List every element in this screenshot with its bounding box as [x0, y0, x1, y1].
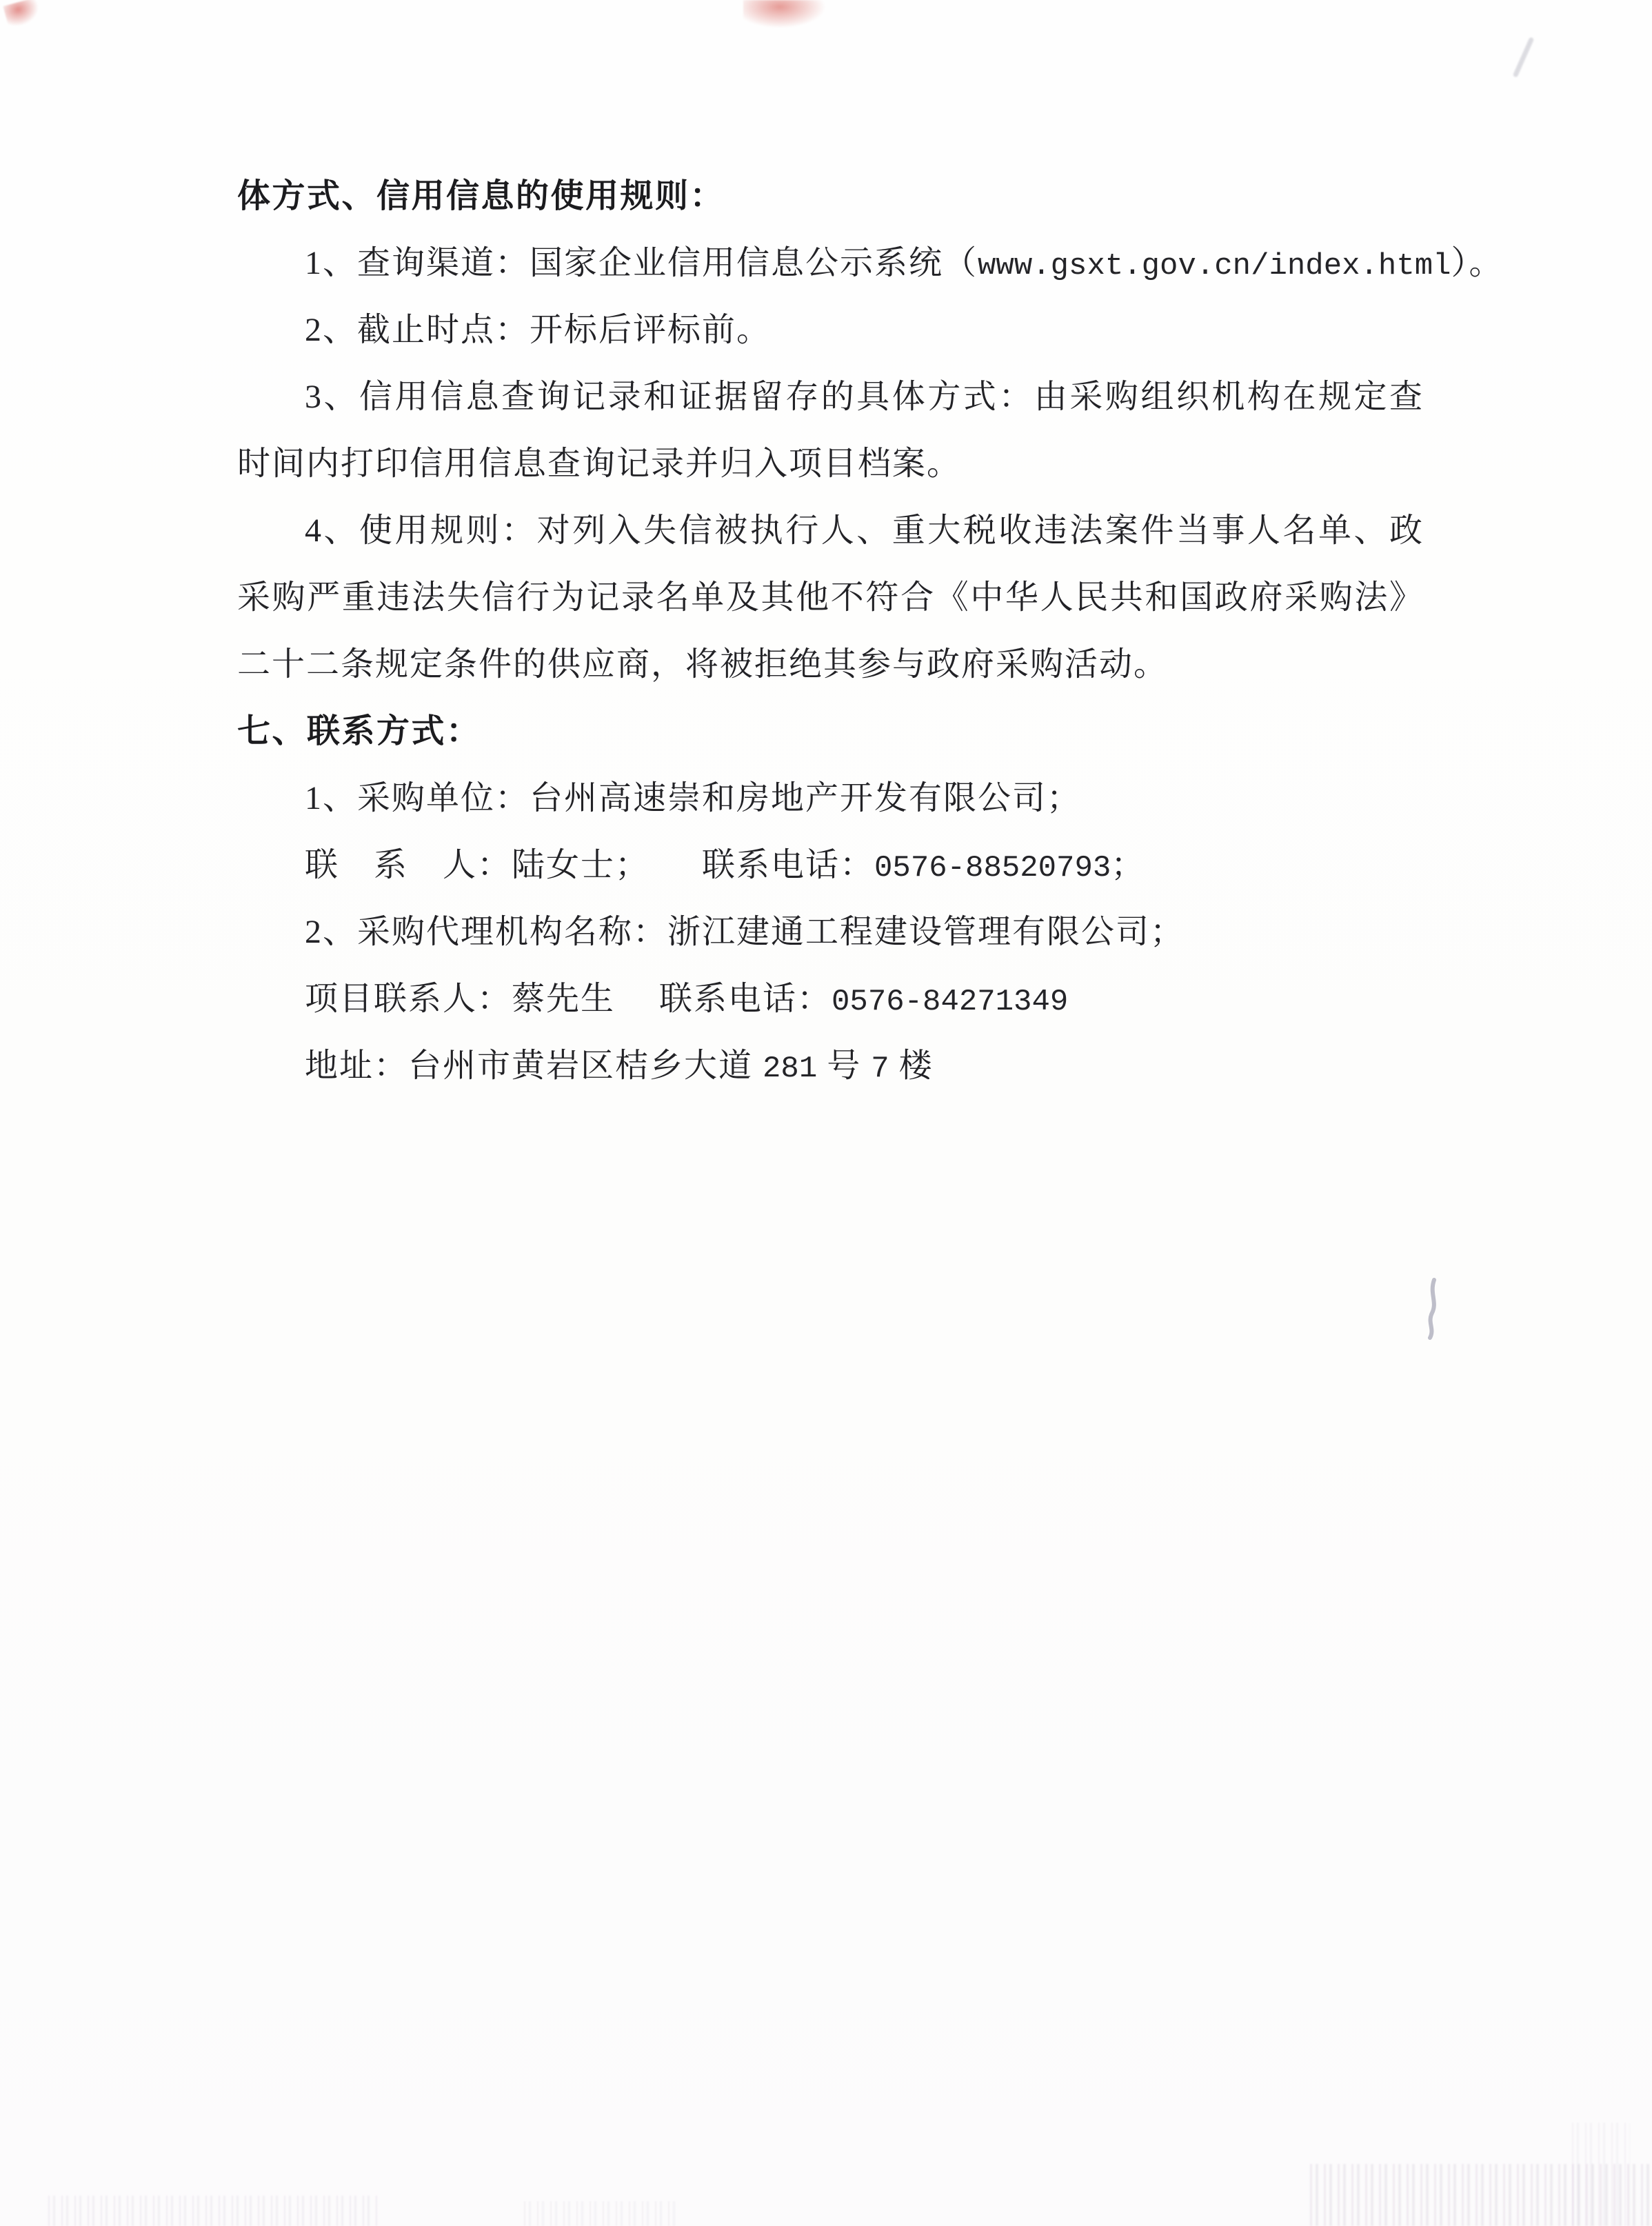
query-channel-text-end: ）。 — [1451, 245, 1504, 281]
credit-rules-heading: 体方式、信用信息的使用规则： — [237, 178, 725, 214]
credit-item-record-line-2: 时间内打印信用信息查询记录并归入项目档案。 — [237, 445, 962, 482]
contact-address-line — [237, 1032, 1424, 1099]
address-floor-number: 7 — [871, 1052, 889, 1086]
credit-item-usage-line-2: 采购严重违法失信行为记录名单及其他不符合《中华人民共和国政府采购法》 — [237, 579, 1424, 616]
contact-agency-line: 2、采购代理机构名称：浙江建通工程建设管理有限公司； — [305, 914, 1185, 950]
address-mid-text: 号 — [817, 1047, 872, 1084]
query-channel-text: 1、查询渠道：国家企业信用信息公示系统（ — [305, 245, 978, 281]
contact-purchaser-line: 1、采购单位：台州高速崇和房地产开发有限公司； — [305, 780, 1082, 816]
address-text: 地址：台州市黄岩区桔乡大道 — [305, 1047, 763, 1084]
credit-item-record-line-1: 3、信用信息查询记录和证据留存的具体方式：由采购组织机构在规定查 — [305, 379, 1424, 415]
address-street-number: 281 — [763, 1052, 818, 1086]
scanner-noise-bottom-right-tall — [1572, 2123, 1630, 2226]
document-text-block — [237, 163, 1504, 1099]
stamp-bleed-mark-top — [743, 0, 825, 28]
purchaser-phone-number: 0576-88520793 — [874, 851, 1111, 885]
pencil-mark-top-right — [1513, 37, 1535, 77]
purchaser-contact-text: 联 系 人：陆女士； 联系电话： — [305, 847, 875, 883]
purchaser-contact-text-end: ； — [1111, 847, 1146, 883]
credit-item-query-channel — [237, 230, 1504, 297]
contact-agency-person-line — [237, 965, 1424, 1032]
contact-section-heading: 七、联系方式： — [237, 713, 481, 750]
agency-phone-number: 0576-84271349 — [832, 985, 1069, 1019]
scanner-noise-bottom-left — [48, 2196, 379, 2226]
credit-item-usage-line-3: 二十二条规定条件的供应商，将被拒绝其参与政府采购活动。 — [237, 646, 1169, 683]
scanner-noise-bottom-right — [1310, 2164, 1652, 2226]
stamp-bleed-mark-left — [3, 0, 42, 29]
gsxt-url-text: www.gsxt.gov.cn/index.html — [978, 249, 1451, 283]
contact-purchaser-person-line — [237, 832, 1424, 899]
address-text-end: 楼 — [889, 1047, 934, 1084]
credit-item-deadline: 2、截止时点：开标后评标前。 — [305, 312, 772, 348]
credit-item-usage-line-1: 4、使用规则：对列入失信被执行人、重大税收违法案件当事人名单、政 — [305, 512, 1424, 549]
scanner-noise-bottom-center — [524, 2201, 676, 2226]
agency-contact-text: 项目联系人：蔡先生 联系电话： — [305, 981, 832, 1017]
pencil-squiggle-mark — [1419, 1277, 1447, 1341]
